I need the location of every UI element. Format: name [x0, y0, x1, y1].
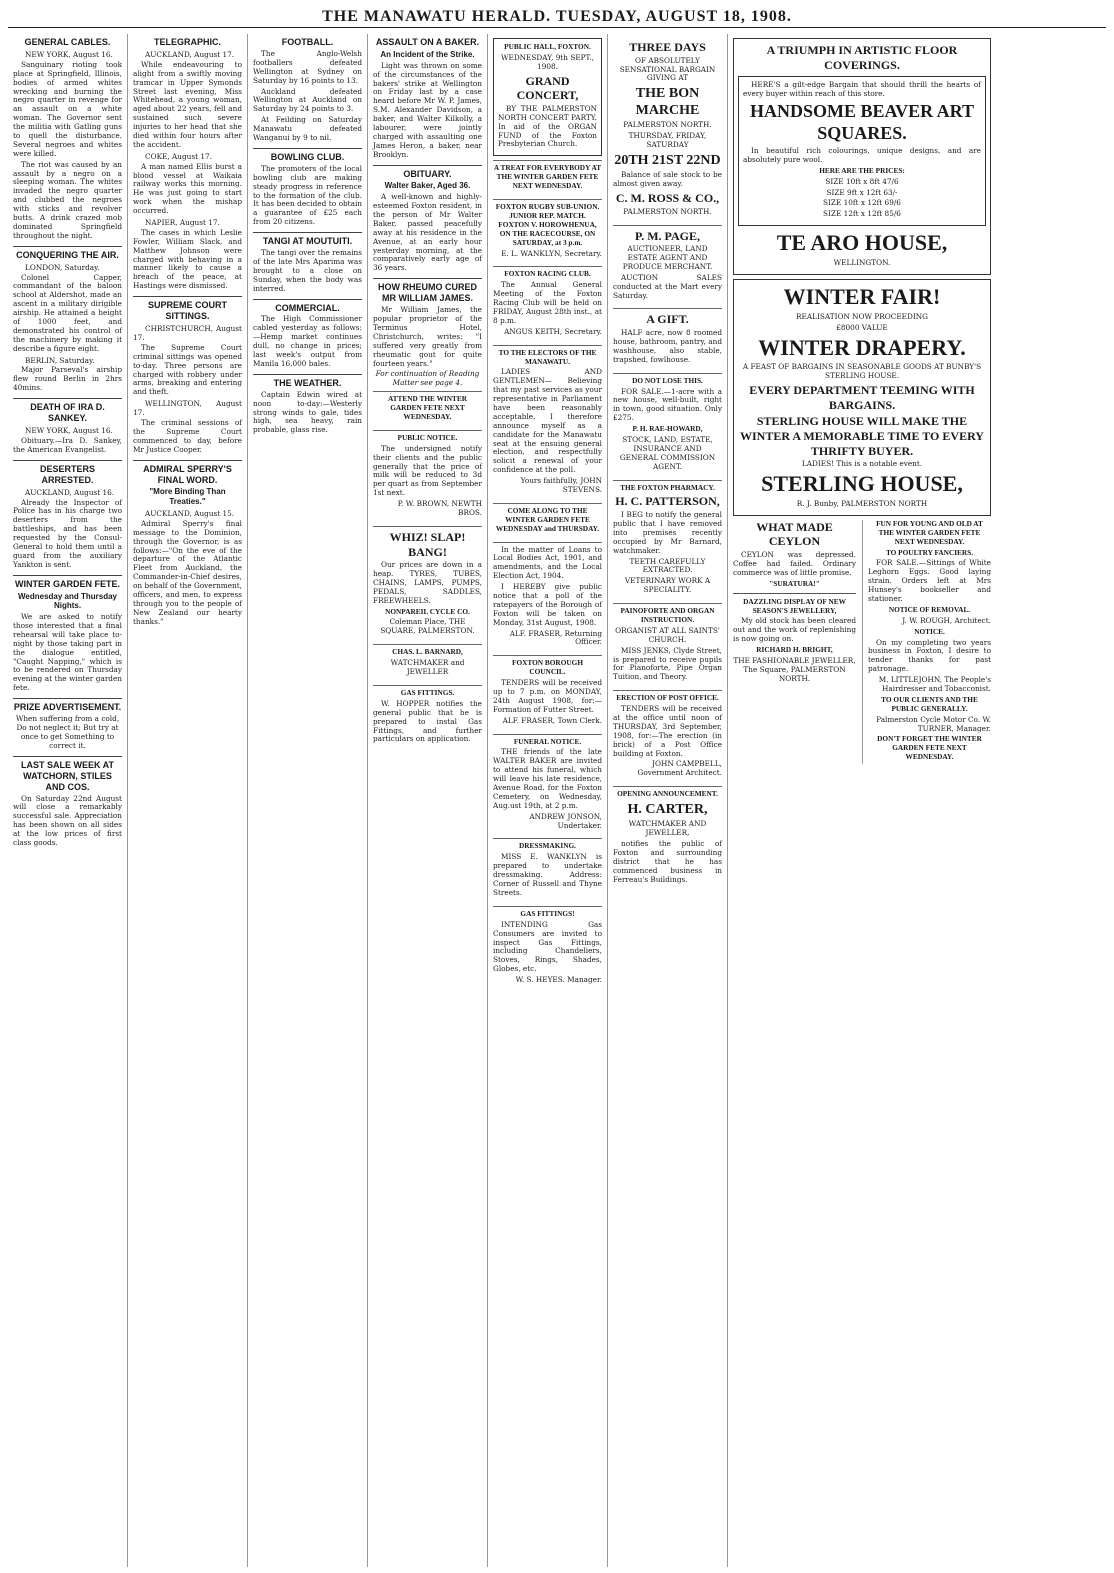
- article-text: While endeavouring to alight from a swiftly moving tramcar in Upper Symonds Street last evening, Miss Whitehead, a young woman, aged about 22 years, fell and sustained such severe injuries to her head that she died within four hours after the accident.: [133, 59, 242, 149]
- ad-text: VETERINARY WORK A SPECIALITY.: [624, 576, 711, 595]
- ad-gas-fittings: [493, 906, 602, 990]
- ad-public-notice: [373, 430, 482, 523]
- ad-text: W. HOPPER notifies the general public that he is prepared to instal Gas Fittings, and further particulars on application.: [373, 698, 482, 744]
- ad-title: STERLING HOUSE,: [761, 471, 963, 497]
- article-text: Colonel Capper, commandant of the baloon school at Aldershot, made an ascent in a military dirigible airship. He attained a height of 1000 feet, and demonstrated his control of the machinery by making it describe a figure eight.: [13, 272, 122, 353]
- ad-signature: J. W. ROUGH, Architect.: [902, 615, 991, 625]
- article-text: On Saturday 22nd August will close a remarkably successful sale. Appreciation has been shown on all sides at the low prices of first class goods.: [13, 793, 122, 848]
- dateline: WELLINGTON, August 17.: [133, 399, 242, 418]
- ad-misc: [862, 520, 991, 764]
- ad-post-office: [613, 690, 722, 783]
- article-text: The riot was caused by an assault by a negro on a sleeping woman. The whites invaded the negro quarter and clubbed the negroes with sticks and revolver butts. A drink crazed mob dominated Springfield throughout the night.: [13, 159, 122, 240]
- ad-whiz: [373, 526, 482, 641]
- ad-title: EVERY DEPARTMENT TEEMING WITH BARGAINS.: [749, 383, 975, 412]
- ad-ceylon: [733, 520, 856, 764]
- column-3: [248, 34, 368, 1567]
- article-text: At Feilding on Saturday Manawatu defeated Wanganui by 9 to nil.: [253, 115, 362, 142]
- ad-title: TO OUR CLIENTS AND THE PUBLIC GENERALLY.: [881, 694, 978, 713]
- ad-title: PAINOFORTE AND ORGAN INSTRUCTION.: [620, 606, 715, 624]
- columns: [8, 34, 1106, 1567]
- ad-signature: Yours faithfully, JOHN STEVENS.: [520, 476, 602, 494]
- ad-title: NOTICE.: [914, 626, 945, 636]
- article-text: The High Commissioner cabled yesterday as follows:—Hemp market continues dull, no change in prices; last week's output from Manila 16,000 bales.: [253, 314, 362, 368]
- ad-text: MISS JENKS, Clyde Street, is prepared to receive pupils for Pianoforte, Pipe Organ Tuition, and Theory.: [613, 645, 722, 682]
- article-text: Obituary.—Ira D. Sankey, the American Evangelist.: [13, 435, 122, 454]
- ad-title: NONPAREIL CYCLE CO.: [385, 606, 470, 616]
- subheadline: "More Binding Than Treaties.": [149, 487, 226, 507]
- ad-title: THE BON MARCHE: [635, 86, 700, 119]
- ad-title: PUBLIC NOTICE.: [397, 432, 458, 442]
- ad-signature: ANDREW JONSON, Undertaker.: [529, 811, 602, 830]
- ad-text: OF ABSOLUTELY SENSATIONAL BARGAIN GIVING AT: [619, 55, 716, 83]
- headline-assault: ASSAULT ON A BAKER.: [375, 37, 480, 47]
- ad-text: FOR SALE.—1-acre with a new house, well-built, right in town, good situation. Only £275.: [613, 386, 722, 423]
- ad-text: PALMERSTON NORTH.: [623, 120, 712, 130]
- ad-text: LADIES! This is a notable event.: [801, 459, 923, 469]
- ad-text: THURSDAY, FRIDAY, SATURDAY: [628, 131, 707, 150]
- headline-tangi: TANGI AT MOUTUITI.: [253, 232, 362, 247]
- ad-text: TEETH CAREFULLY EXTRACTED.: [629, 556, 706, 575]
- headline-last-sale: LAST SALE WEEK AT WATCHORN, STILES AND COS.: [13, 756, 122, 793]
- ad-text: On my completing two years business in Foxton, I desire to tender thanks for past patronage.: [868, 637, 991, 674]
- ad-text: WELLINGTON.: [833, 258, 891, 267]
- dateline: BERLIN, Saturday.: [25, 355, 95, 365]
- ad-winter-fair: [733, 279, 991, 516]
- dateline: AUCKLAND, August 17.: [145, 49, 235, 59]
- column-6: [608, 34, 728, 1567]
- ad-text: MISS E. WANKLYN is prepared to undertake dressmaking. Address: Corner of Russell and Thyne Streets.: [493, 852, 602, 897]
- headline-bowling: BOWLING CLUB.: [253, 148, 362, 163]
- ad-text: FOXTON RUGBY SUB-UNION. JUNIOR REP. MATCH. FOXTON V. HOROWHENUA, ON THE RACECOURSE, ON SATURDAY, at 3 p.m.: [495, 202, 600, 247]
- headline-conquering-air: CONQUERING THE AIR.: [13, 246, 122, 261]
- dateline: AUCKLAND, August 15.: [145, 508, 235, 518]
- headline-general-cables: GENERAL CABLES.: [24, 37, 111, 47]
- ad-come-along: [493, 503, 602, 539]
- ad-text: My old stock has been cleared out and the work of replenishing is now going on.: [733, 616, 856, 644]
- ad-text: THE FASHIONABLE JEWELLER, The Square, PALMERSTON NORTH.: [733, 656, 856, 683]
- ad-signature: ANGUS KEITH, Secretary.: [504, 326, 602, 336]
- headline-rheumo: HOW RHEUMO CURED MR WILLIAM JAMES.: [373, 278, 482, 304]
- headline-winter-fete: WINTER GARDEN FETE.: [13, 575, 122, 590]
- ad-council: [493, 655, 602, 730]
- ad-page: [613, 225, 722, 306]
- ad-text: CEYLON was depressed. Coffee had failed. Ordinary commerce was of little promise.: [733, 550, 856, 577]
- ad-title: A GIFT.: [646, 312, 689, 327]
- headline-football: FOOTBALL.: [281, 37, 334, 47]
- ad-title: P. M. PAGE,: [635, 228, 700, 243]
- ad-title: HERE ARE THE PRICES:: [819, 165, 905, 175]
- ad-title: TO POULTRY FANCIERS.: [885, 547, 974, 557]
- subheadline: Wednesday and Thursday Nights.: [18, 591, 117, 611]
- headline-weather: THE WEATHER.: [253, 374, 362, 389]
- ad-text: A TREAT FOR EVERYBODY AT THE WINTER GARDEN FETE NEXT WEDNESDAY.: [493, 163, 602, 191]
- ad-title: C. M. ROSS & CO.,: [615, 190, 720, 205]
- article-text: Mr William James, the popular proprietor of the Terminus Hotel, Christchurch, writes: "I suffered very greatly from rheumatic gout for quite fourteen years.": [373, 305, 482, 368]
- article-text: The tangi over the remains of the late Mrs Aparima was brought to a close on Sunday, when the body was interred.: [253, 248, 362, 293]
- dateline: NEW YORK, August 16.: [25, 426, 113, 436]
- ad-title: RICHARD H. BRIGHT,: [756, 645, 833, 655]
- ad-text: REALISATION NOW PROCEEDING: [796, 311, 928, 321]
- ad-title: DON'T FORGET THE WINTER GARDEN FETE NEXT WEDNESDAY.: [877, 734, 982, 762]
- ad-text: Coleman Place, THE SQUARE, PALMERSTON.: [380, 617, 475, 636]
- article-text: Already the Inspector of Police has in his charge two deserters from the battleships, and has been requested by the Consul-General to hold them until a guard from the auxiliary Yankton is sent.: [13, 497, 122, 569]
- ad-gas: [373, 685, 482, 749]
- ad-text: The Annual General Meeting of the Foxton Racing Club will be held on FRIDAY, August 28th inst., at 8 p.m.: [493, 280, 602, 325]
- ad-loans: [493, 542, 602, 653]
- headline-supreme-court: SUPREME COURT SITTINGS.: [133, 296, 242, 322]
- ad-text: HALF acre, now 8 roomed house, bathroom, pantry, and washhouse, also stable, trapshed, fowlhouse.: [613, 328, 722, 364]
- ad-text: AUCTION SALES conducted at the Mart every Saturday.: [613, 272, 722, 300]
- ad-title: THREE DAYS: [629, 40, 706, 54]
- ad-title: GAS FITTINGS!: [520, 908, 575, 918]
- ad-row: [733, 520, 991, 764]
- article-text: The promoters of the local bowling club are making steady progress in reference to the formation of the club. It has been decided to obtain a guarantee of £25 each from 20 citizens.: [253, 163, 362, 227]
- ad-barnard: [373, 644, 482, 682]
- ad-title: PUBLIC HALL, FOXTON.: [504, 42, 591, 51]
- ad-price: SIZE 12ft x 12ft 85/6: [823, 209, 901, 219]
- dateline: COKE, August 17.: [145, 151, 212, 161]
- article-text: We are asked to notify those interested that a final rehearsal will take place to-night by those taking part in the dialogue entitled, "Caught Napping," which is to be rendered on Thursday evening at the winter garden fete.: [13, 612, 122, 693]
- article-text: The Supreme Court criminal sittings was opened to-day. Three persons are charged with robbery under arms, breaking and entering and theft.: [133, 342, 242, 397]
- ad-text: LADIES AND GENTLEMEN— Believing that my past services as your representative in Parliament have been reasonably acceptable, I therefore announce myself as a candidate for the Manawatu seat at the ensuing general election, and respectfully solicit a renewal of your confidence at the poll.: [493, 367, 602, 475]
- poem-text: When suffering from a cold, Do not neglect it; But try at once to get Something to correct it.: [15, 714, 120, 750]
- ad-text: I HEREBY give public notice that a poll of the ratepayers of the Borough of Foxton will be taken on Monday, 31st August, 1908.: [493, 582, 602, 627]
- ad-title: "SURATURA!": [769, 578, 820, 588]
- ad-title: GRAND CONCERT,: [516, 73, 579, 103]
- ad-title: WHIZ! SLAP! BANG!: [389, 529, 466, 559]
- ad-text: In the matter of Loans to Local Bodies Act, 1901, and amendments, and the Local Election Act, 1904.: [493, 544, 602, 581]
- ad-text: Our prices are down in a heap. TYRES, TUBES, CHAINS, LAMPS, PUMPS, PEDALS, SADDLES, FREEWHEELS.: [373, 560, 482, 605]
- ad-title: FOXTON RACING CLUB.: [504, 269, 591, 279]
- ad-text: R. J. Bunby, PALMERSTON NORTH: [796, 498, 928, 508]
- subheadline: Walter Baker, Aged 36.: [384, 181, 471, 191]
- divider: [733, 593, 856, 594]
- ad-text: I BEG to notify the general public that I have removed into premises recently occupied by Mr Barnard, watchmaker.: [613, 510, 722, 555]
- ad-text: THE friends of the late WALTER BAKER are invited to attend his funeral, which will leave his late residence, Avenue Road, for the Foxton Cemetery, on Wednesday, Aug.ust 19th, at 2 p.m.: [493, 747, 602, 810]
- ad-title: DRESSMAKING.: [519, 841, 576, 851]
- ad-title: ERECTION OF POST OFFICE.: [616, 693, 719, 703]
- ad-signature: JOHN CAMPBELL, Government Architect.: [637, 759, 722, 778]
- article-text: Captain Edwin wired at noon to-day:—Westerly strong winds to gale, tides high, sea heavy, rain probable, glass rise.: [253, 389, 362, 435]
- ad-text: PALMERSTON NORTH.: [623, 206, 712, 216]
- ad-title: HANDSOME BEAVER ART SQUARES.: [749, 101, 975, 143]
- ad-title: TO THE ELECTORS OF THE MANAWATU.: [498, 347, 597, 366]
- ad-fete: [373, 391, 482, 427]
- article-text: The Anglo-Welsh footballers defeated Wellington at Sydney on Saturday by 16 points to 13.: [253, 48, 362, 85]
- article-text: A well-known and highly-esteemed Foxton resident, in the person of Mr Walter Baker, passed peacefully away at his residence in the Avenue, at an early hour yesterday morning, at the comparatively early age of 36 years.: [373, 192, 482, 273]
- ad-text: A FEAST OF BARGAINS IN SEASONABLE GOODS AT BUNBY'S STERLING HOUSE.: [742, 362, 982, 381]
- article-text: The cases in which Leslie Fowler, William Slack, and Matthew Johnson were charged with behaving in a manner likely to cause a breach of the peace, at Hastings were dismissed.: [133, 227, 242, 291]
- dateline: LONDON, Saturday.: [25, 262, 100, 272]
- ad-title: FUNERAL NOTICE.: [513, 736, 582, 746]
- ad-funeral: [493, 734, 602, 836]
- ad-carter: [613, 786, 722, 889]
- ad-price: SIZE 10ft x 12ft 69/6: [823, 198, 901, 208]
- column-7: [728, 34, 996, 1567]
- ad-text: INTENDING Gas Consumers are invited to inspect Gas Fittings, including Chandeliers, Stoves, Rings, Shades, Globes, etc.: [493, 919, 602, 974]
- ad-title: DO NOT LOSE THIS.: [632, 375, 703, 385]
- article-text: Auckland defeated Wellington at Auckland on Saturday by 24 points to 3.: [253, 86, 362, 114]
- continuation-note: For continuation of Reading Matter see page 4.: [375, 369, 480, 388]
- ad-text: TENDERS will be received up to 7 p.m. on MONDAY, 24th August 1908, for:—Formation of Futter Street.: [493, 678, 602, 714]
- article-text: The criminal sessions of the Supreme Court commenced to day, before Mr Justice Cooper.: [133, 417, 242, 454]
- subheadline: An Incident of the Strike.: [380, 49, 475, 59]
- ad-text: FOR SALE.—Sittings of White Leghorn Eggs. Good laying strain. Orders left at Mrs Hunsey's bookseller and stationer.: [868, 558, 991, 603]
- ad-text: BY THE PALMERSTON NORTH CONCERT PARTY. In aid of the ORGAN FUND of the Foxton Presbyterian Church.: [498, 103, 597, 149]
- ad-pianoforte: [613, 603, 722, 687]
- ad-dates: 20TH 21ST 22ND: [614, 153, 721, 169]
- ad-text: HERE'S a gilt-edge Bargain that should thrill the hearts of every buyer within reach of this store.: [743, 80, 981, 99]
- ad-signature: E. L. WANKLYN, Secretary.: [501, 248, 602, 258]
- ad-title: H. C. PATTERSON,: [615, 494, 720, 509]
- ad-title: WINTER FAIR!: [783, 283, 941, 309]
- ad-title: STERLING HOUSE WILL MAKE THE WINTER A MEMORABLE TIME TO EVERY THRIFTY BUYER.: [740, 414, 984, 458]
- ad-inner-box: [738, 76, 986, 226]
- ad-pharmacy: [613, 480, 722, 601]
- column-2: [128, 34, 248, 1567]
- dateline: CHRISTCHURCH, August 17.: [133, 324, 242, 342]
- article-text: Light was thrown on some of the circumstances of the bakers' strike at Wellington on Friday last by a case heard before Mr W. P. James, S.M. Alexander Davidson, a baker, and Walter Kilkolly, a labourer, were jointly charged with assaulting one James Heron, a baker, near Brooklyn.: [373, 60, 482, 159]
- ad-title: A TRIUMPH IN ARTISTIC FLOOR COVERINGS.: [766, 43, 958, 72]
- ad-do-not-lose: [613, 373, 722, 477]
- ad-dressmaking: [493, 838, 602, 902]
- ad-rugby: [493, 199, 602, 263]
- ad-text: In beautiful rich colourings, unique designs, and are absolutely pure wool.: [743, 145, 981, 164]
- headline-deserters: DESERTERS ARRESTED.: [13, 460, 122, 486]
- ad-title: FUN FOR YOUNG AND OLD AT THE WINTER GARDEN FETE NEXT WEDNESDAY.: [876, 518, 983, 546]
- masthead: THE MANAWATU HERALD. TUESDAY, AUGUST 18, 1908.: [8, 6, 1106, 28]
- ad-text: WATCHMAKER and JEWELLER: [390, 658, 465, 677]
- ad-electors: [493, 345, 602, 500]
- article-text: Admiral Sperry's final message to the Dominion, through the Governor, is as follows:—"On the eve of the departure of the Atlantic Fleet from Auckland, the Commander-in-Chief desires, on behalf of the Government, officers, and men, to express through you to the people of New Zealand our hearty thanks.": [133, 518, 242, 626]
- ad-price: SIZE 9ft x 12ft 63/-: [826, 187, 898, 197]
- ad-concert: [493, 38, 602, 156]
- ad-price: SIZE 10ft x 8ft 47/6: [825, 176, 899, 186]
- ad-text: AUCTIONEER, LAND ESTATE AGENT AND PRODUCE MERCHANT.: [622, 244, 713, 271]
- ad-racing: [493, 266, 602, 341]
- ad-fete-text: ATTEND THE WINTER GARDEN FETE NEXT WEDNESDAY.: [387, 394, 468, 421]
- headline-sperry: ADMIRAL SPERRY'S FINAL WORD.: [133, 460, 242, 486]
- ad-title: OPENING ANNOUNCEMENT.: [617, 789, 718, 799]
- headline-prize-ad: PRIZE ADVERTISEMENT.: [13, 698, 122, 713]
- dateline: NAPIER, August 17.: [145, 218, 220, 227]
- article-text: Sanguinary rioting took place at Springfield, Illinois, bodies of armed whites wrecking and burning the negro quarter in revenge for an assault on a white woman. The Governor sent the militia with Gatling guns to quell the disturbance. Several negroes and whites were killed.: [13, 59, 122, 158]
- ad-title: DAZZLING DISPLAY OF NEW SEASON'S JEWELLERY,: [743, 596, 846, 615]
- column-1: [8, 34, 128, 1567]
- ad-title: P. H. RAE-HOWARD,: [632, 424, 703, 434]
- ad-signature: Palmerston Cycle Motor Co. W. TURNER, Manager.: [876, 714, 991, 733]
- ad-text: STOCK, LAND, ESTATE, INSURANCE AND GENERAL COMMISSION AGENT.: [619, 435, 716, 471]
- column-4: [368, 34, 488, 1567]
- ad-treat: [493, 160, 602, 196]
- ad-text: Balance of sale stock to be almost given away.: [613, 170, 722, 189]
- ad-date: WEDNESDAY, 9th SEPT., 1908.: [501, 52, 594, 71]
- ad-title: H. CARTER,: [627, 802, 708, 818]
- ad-text: COME ALONG TO THE WINTER GARDEN FETE WEDNESDAY and THURSDAY.: [495, 505, 600, 533]
- ad-text: ORGANIST AT ALL SAINTS' CHURCH.: [615, 625, 720, 644]
- ad-signature: ALF. FRASER, Town Clerk.: [502, 715, 602, 725]
- headline-sankey: DEATH OF IRA D. SANKEY.: [13, 398, 122, 424]
- dateline: NEW YORK, August 16.: [25, 49, 113, 59]
- headline-commercial: COMMERCIAL.: [253, 299, 362, 314]
- ad-signature: M. LITTLEJOHN, The People's Hairdresser and Tobacconist.: [878, 675, 991, 693]
- column-5: [488, 34, 608, 1567]
- ad-title: THE FOXTON PHARMACY.: [620, 482, 715, 492]
- ad-text: notifies the public of Foxton and surrounding district that he has commenced business in Ferreau's Buildings.: [613, 838, 722, 884]
- ad-gift: [613, 308, 722, 369]
- ad-signature: W. S. HEYES. Manager.: [515, 975, 602, 985]
- ad-text: TENDERS will be received at the office until noon of THURSDAY, 3rd September, 1908, for:—The erection (in brick) of a Post Office building at Foxton.: [613, 704, 722, 758]
- ad-title: NOTICE OF REMOVAL.: [888, 604, 971, 614]
- ad-title: GAS FITTINGS.: [400, 687, 455, 697]
- ad-signature: P. W. BROWN, NEWTH BROS.: [397, 499, 482, 517]
- ad-text: £8000 VALUE: [836, 322, 888, 332]
- ad-title: FOXTON BOROUGH COUNCIL.: [511, 658, 584, 677]
- ad-signature: ALF. FRASER, Returning Officer.: [509, 628, 602, 647]
- article-text: Major Parseval's airship flew round Berlin in 2hrs 40mins.: [13, 365, 122, 393]
- ad-te-aro: [733, 38, 991, 275]
- ad-title: TE ARO HOUSE,: [776, 230, 948, 256]
- ad-title: CHAS. L. BARNARD,: [392, 647, 463, 657]
- headline-obituary: OBITUARY.: [373, 165, 482, 180]
- ad-text: WATCHMAKER AND JEWELLER,: [628, 819, 707, 838]
- dateline: AUCKLAND, August 16.: [25, 487, 115, 497]
- ad-title: WINTER DRAPERY.: [758, 334, 966, 360]
- article-text: A man named Ellis burst a blood vessel at Waikaia railway works this morning. He was just going to start work when the mishap occurred.: [133, 161, 242, 216]
- ad-title: WHAT MADE CEYLON: [756, 519, 833, 549]
- headline-telegraphic: TELEGRAPHIC.: [153, 37, 221, 47]
- ad-text: The undersigned notify their clients and the public generally that the price of milk will be reduced to 3d per quart as from September 1st next.: [373, 443, 482, 498]
- ad-bon-marche: [613, 37, 722, 222]
